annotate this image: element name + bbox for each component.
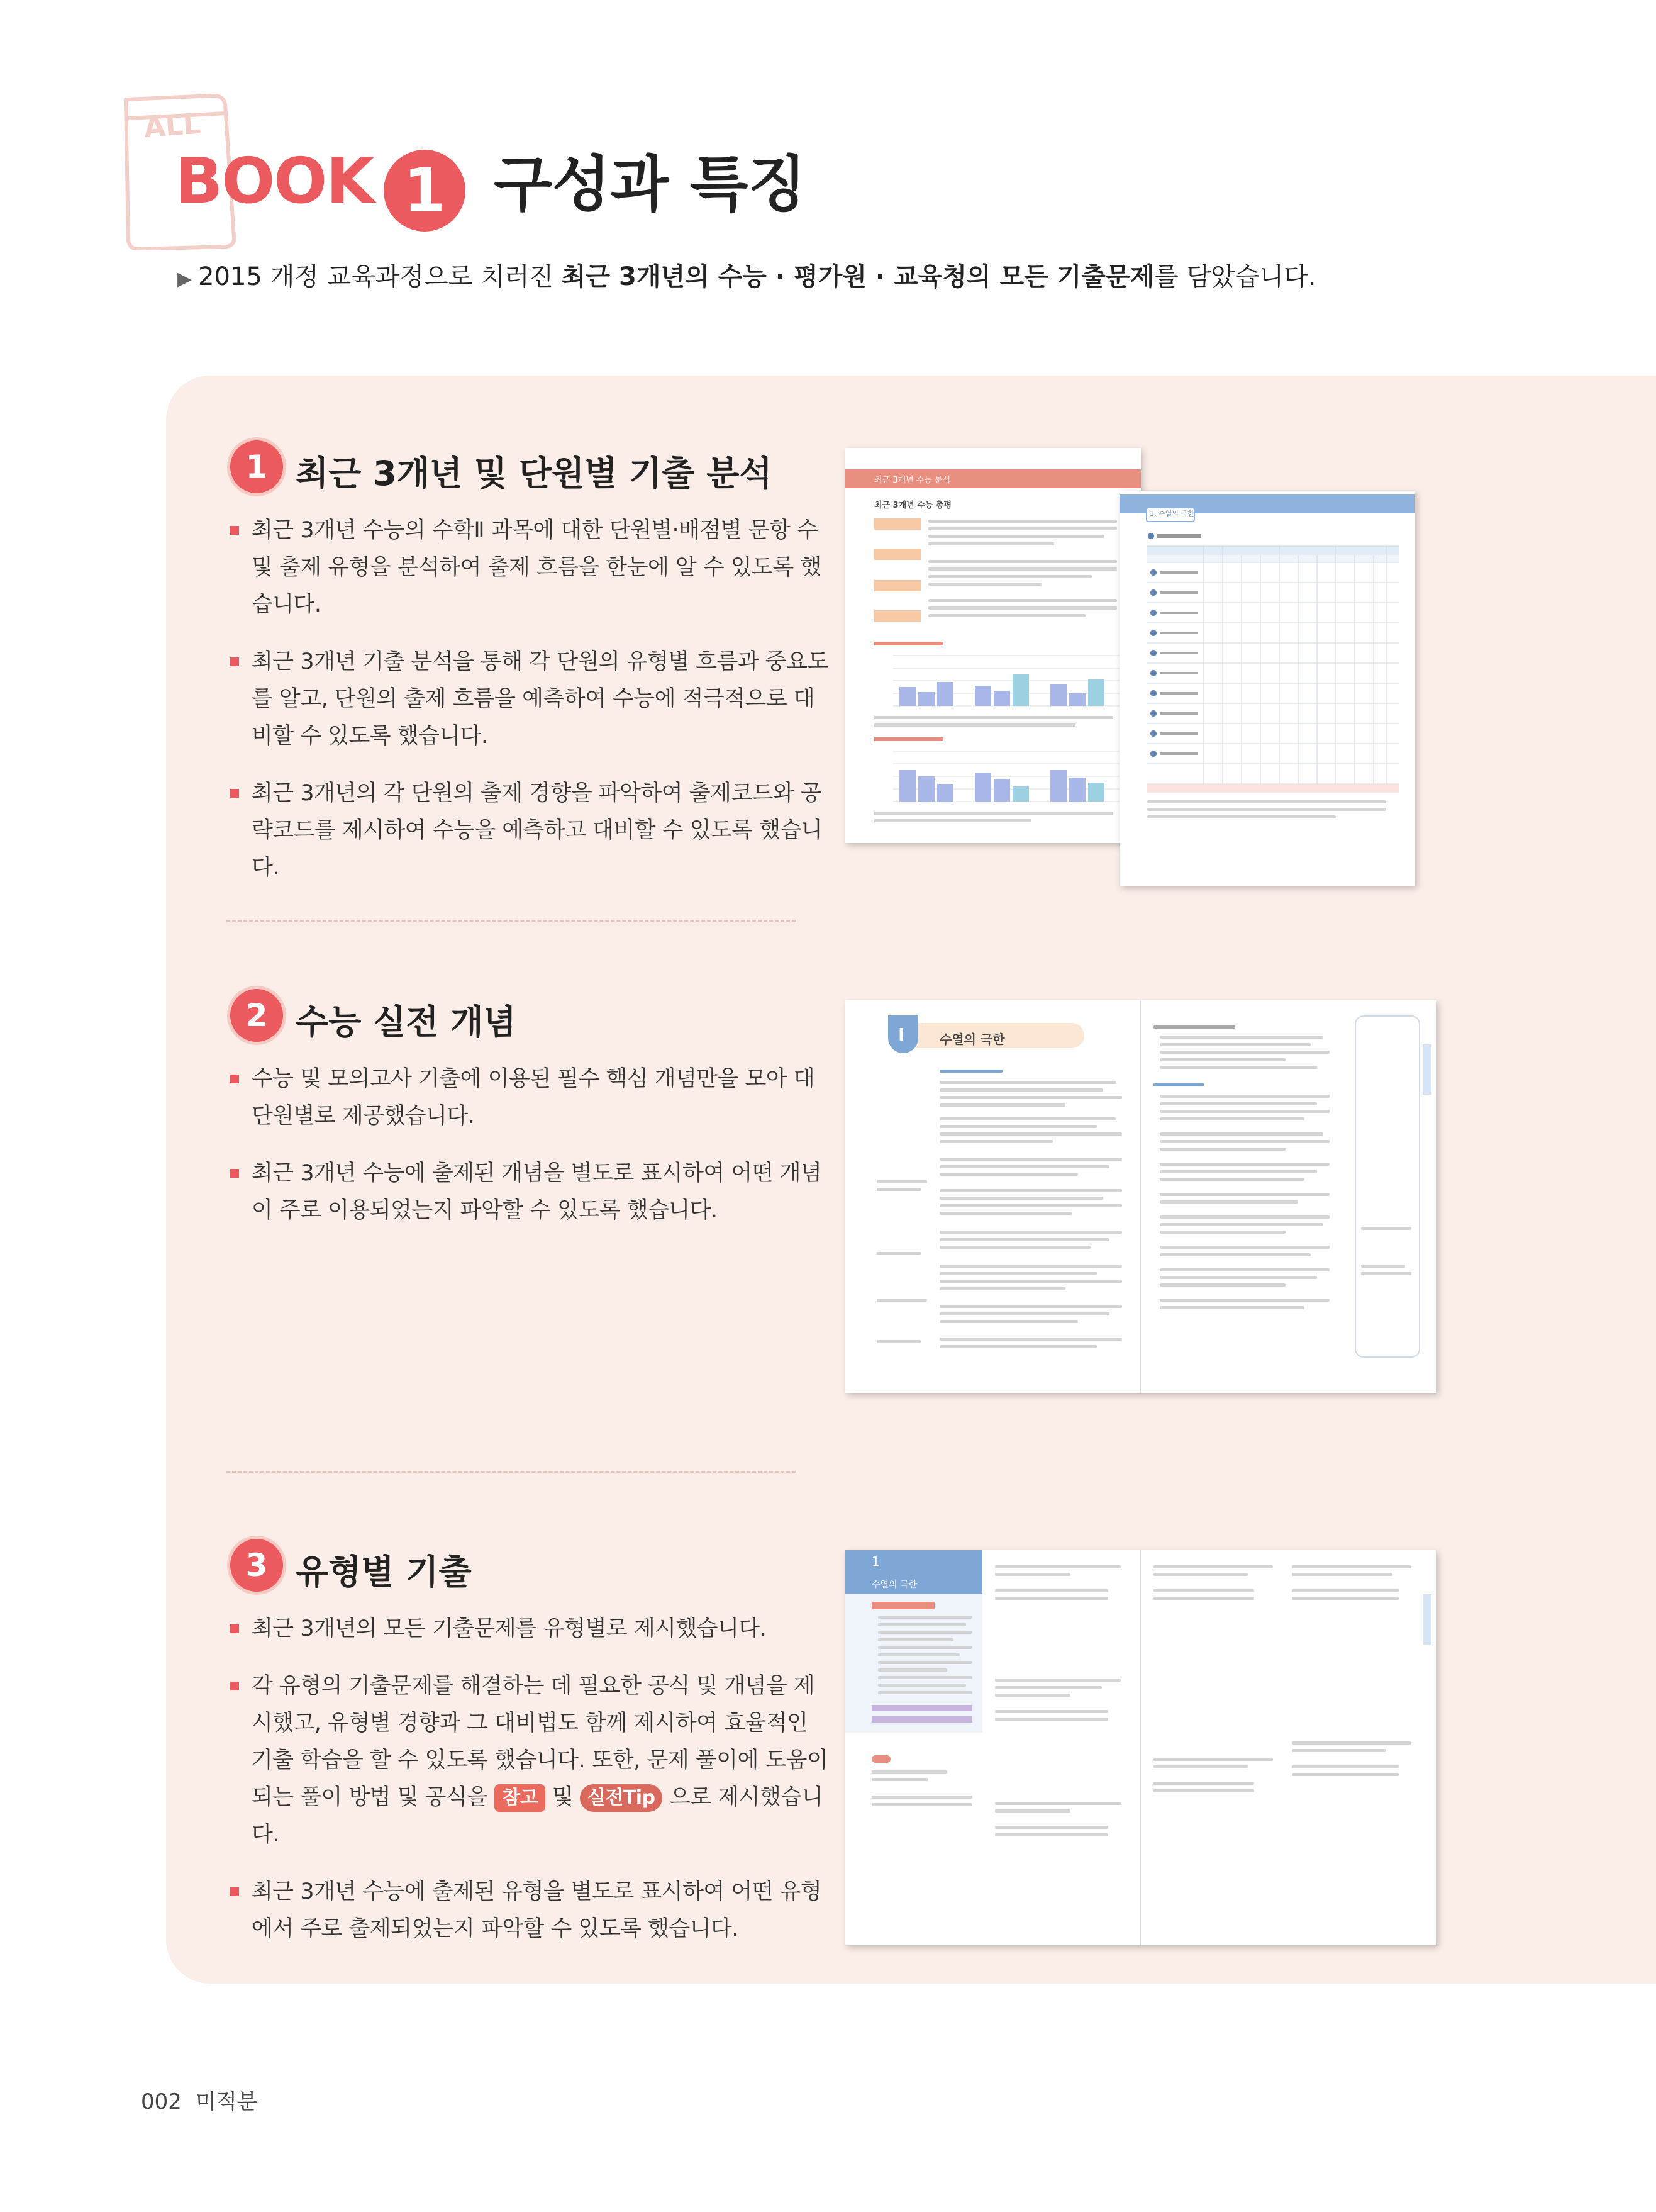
section-number: 1 <box>230 440 283 493</box>
sample-page-analysis: 최근 3개년 수능 분석 최근 3개년 수능 총평 <box>845 448 1141 843</box>
section-title: 유형별 기출 <box>296 1552 472 1592</box>
sample-spread-problems: 1 수열의 극한 <box>845 1550 1436 1945</box>
bullet-item: 최근 3개년 수능의 수학Ⅱ 과목에 대한 단원별·배점별 문항 수 및 출제 유형을 분석하여 출제 흐름을 한눈에 알 수 있도록 했습니다. <box>226 512 830 623</box>
dashed-divider <box>226 920 796 922</box>
bullet-item: 최근 3개년 수능에 출제된 개념을 별도로 표시하여 어떤 개념이 주로 이용되었는지 파악할 수 있도록 했습니다. <box>226 1155 830 1229</box>
reference-tag: 참고 <box>494 1784 545 1812</box>
practical-tip-tag: 실전Tip <box>580 1784 663 1812</box>
section-title: 최근 3개년 및 단원별 기출 분석 <box>296 454 772 493</box>
bullet-item: 수능 및 모의고사 기출에 이용된 필수 핵심 개념만을 모아 대단원별로 제공했습니다. <box>226 1061 830 1135</box>
section-title: 수능 실전 개념 <box>296 1002 516 1042</box>
sample-spread-concepts: I 수열의 극한 <box>845 1000 1436 1393</box>
section-number: 2 <box>230 989 283 1042</box>
bullet-item: 최근 3개년의 각 단원의 출제 경향을 파악하여 출제코드와 공략코드를 제시하여 수능을 예측하고 대비할 수 있도록 했습니다. <box>226 775 830 886</box>
all-badge-text: ALL <box>143 108 202 144</box>
triangle-right-icon: ▶ <box>177 268 192 290</box>
page-number: 002 <box>141 2089 182 2114</box>
bullet-item: 최근 3개년 기출 분석을 통해 각 단원의 유형별 흐름과 중요도를 알고, 단원의 출제 흐름을 예측하여 수능에 적극적으로 대비할 수 있도록 했습니다. <box>226 644 830 755</box>
bar-chart-thumbnail <box>874 732 1126 827</box>
bullet-item: 최근 3개년 수능에 출제된 유형을 별도로 표시하여 어떤 유형에서 주로 출제되었는지 파악할 수 있도록 했습니다. <box>226 1874 830 1948</box>
section-2 <box>226 989 830 1249</box>
bullet-item: 각 유형의 기출문제를 해결하는 데 필요한 공식 및 개념을 제시했고, 유형별 경향과 그 대비법도 함께 제시하여 효율적인 기출 학습을 할 수 있도록 했습니다. 또한, 문제 풀이에 도움이 되는 풀이 방법 및 공식을 참고 및 실전Tip 으로 제시했습니다. <box>226 1668 830 1853</box>
section-number: 3 <box>230 1539 283 1592</box>
book-number: 1 <box>384 150 465 232</box>
section-1 <box>226 440 830 907</box>
sample-page-unit-table: 1. 수열의 극한 <box>1120 491 1415 886</box>
frequency-table-thumbnail <box>1147 532 1399 796</box>
section-3 <box>226 1539 830 1968</box>
page-title: 구성과 특징 <box>494 149 807 220</box>
page-footer <box>141 2084 257 2115</box>
subject-label: 미적분 <box>195 2089 258 2114</box>
bar-chart-thumbnail <box>874 637 1126 731</box>
page-subtitle: ▶ 2015 개정 교육과정으로 치러진 최근 3개년의 수능 · 평가원 · 교육청의 모든 기출문제를 담았습니다. <box>177 262 1316 291</box>
dashed-divider <box>226 1471 796 1473</box>
book-label: BOOK <box>175 144 374 218</box>
bullet-item: 최근 3개년의 모든 기출문제를 유형별로 제시했습니다. <box>226 1611 830 1648</box>
